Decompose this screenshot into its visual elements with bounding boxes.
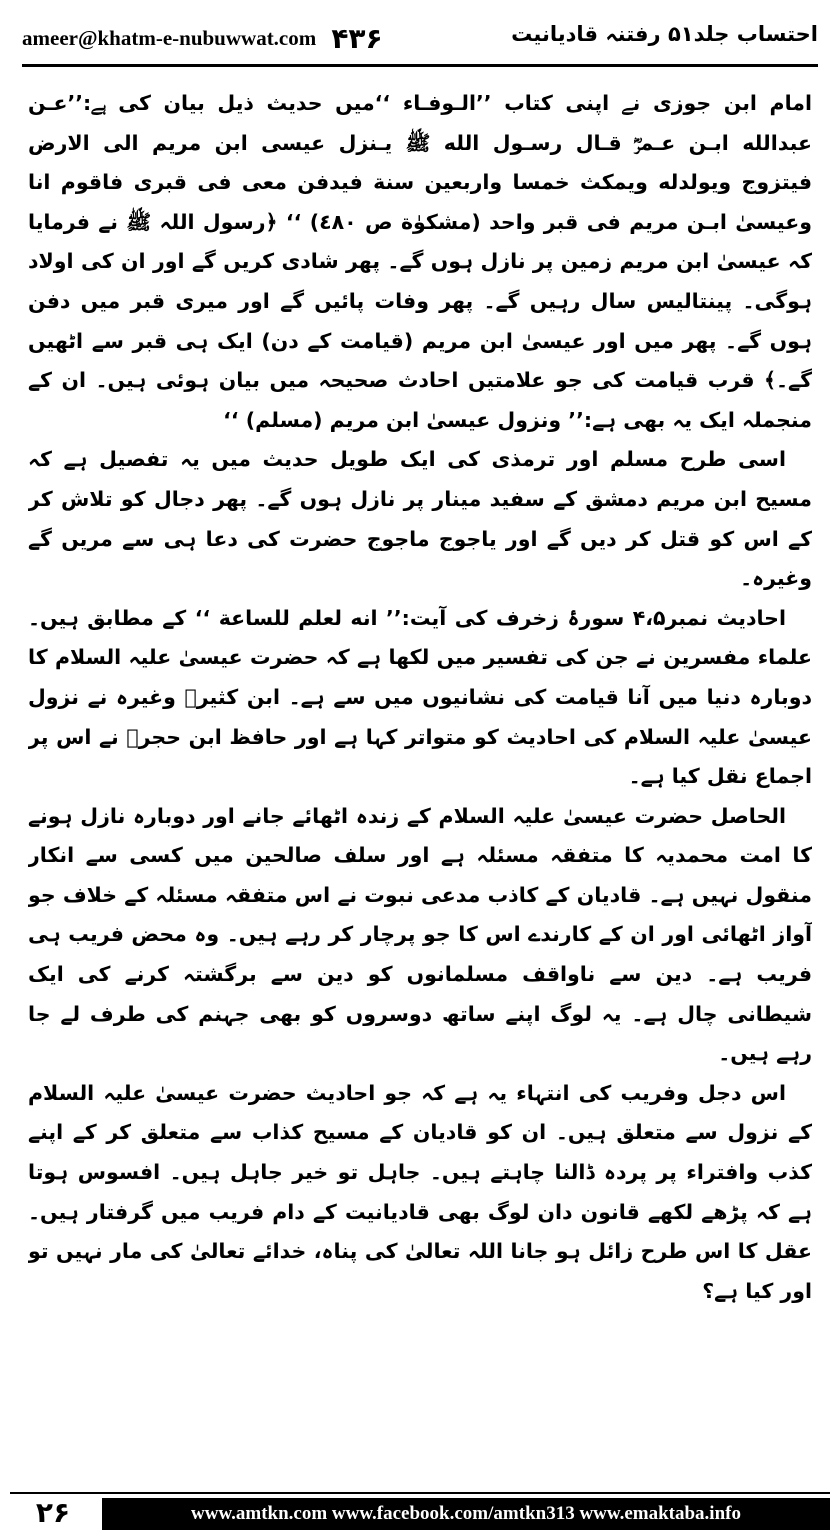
paragraph-1: امام ابن جوزی نے اپنی کتاب ’’الـوفـاء ‘‘میں حدیث ذیل بیان کی ہے:’’عـن عبدالله ابـن عـمرؓ قـال رسـول الله ﷺ يـنزل عيسى ابن مريم الى الارض فيتزوج ويولدله ويمكث خمسا واربعين سنة فيدفن معى فى قبرى فاقوم انا وعيسىٰ ابـن مريم فى قبر واحد (مشكوٰة ص ٤٨٠) ‘‘ ﴿رسول اللہ ﷺ نے فرمایا کہ عیسیٰ ابن مریم زمین پر نازل ہوں گے۔ پھر شادی کریں گے اور ان کی اولاد ہوگی۔ پینتالیس سال رہیں گے۔ پھر وفات پائیں گے اور میری قبر میں دفن ہوں گے۔ پھر میں اور عیسیٰ ابن مریم (قیامت کے دن) ایک ہی قبر سے اٹھیں گے۔﴾ قرب قیامت کی جو علامتیں احادث صحیحہ میں بیان ہوئی ہیں۔ ان کے منجملہ ایک یہ بھی ہے:’’ ونزول عيسىٰ ابن مريم (مسلم) ‘‘ [28,91,812,432]
footer-page-number: ۲۶ [10,1494,96,1532]
page-footer [10,1492,830,1532]
header-email[interactable]: ameer@khatm-e-nubuwwat.com [22,26,317,50]
paragraph-2: اسی طرح مسلم اور ترمذی کی ایک طویل حدیث میں یہ تفصیل ہے کہ مسیح ابن مریم دمشق کے سفید مینار پر نازل ہوں گے۔ پھر دجال کو تلاش کر کے اس کو قتل کر دیں گے اور یاجوج ماجوج حضرت کی دعا ہی سے مریں گے وغیرہ۔ [28,447,812,591]
header-divider [22,64,818,67]
footer-divider [10,1492,830,1494]
page-header [22,16,818,60]
header-page-number: ۴۳۶ [331,22,383,55]
footer-links[interactable]: www.amtkn.com www.facebook.com/amtkn313 www.emaktaba.info [102,1498,830,1530]
paragraph-4: الحاصل حضرت عیسیٰ علیہ السلام کے زندہ اٹھائے جانے اور دوبارہ نازل ہونے کا امت محمدیہ کا متفقہ مسئلہ ہے اور سلف صالحین میں کسی سے انکار منقول نہیں ہے۔ قادیان کے کاذب مدعی نبوت نے اس متفقہ مسئلہ کے خلاف جو آواز اٹھائی اور ان کے کارندے اس کا جو پرچار کر رہے ہیں۔ وہ محض فریب ہی فریب ہے۔ دین سے ناواقف مسلمانوں کو دین سے برگشتہ کرنے کی ایک شیطانی چال ہے۔ یہ لوگ اپنے ساتھ دوسروں کو بھی جہنم کی طرف لے جا رہے ہیں۔ [28,803,812,1066]
header-left [22,22,383,55]
paragraph-5: اس دجل وفریب کی انتہاء یہ ہے کہ جو احادیث حضرت عیسیٰ علیہ السلام کے نزول سے متعلق ہیں۔ ان کو قادیان کے مسیح کذاب سے متعلق کر کے اپنے کذب وافتراء پر پردہ ڈالنا چاہتے ہیں۔ جاہل تو خیر جاہل ہیں۔ افسوس ہوتا ہے کہ پڑھے لکھے قانون دان لوگ بھی قادیانیت کے دام فریب میں گرفتار ہیں۔ عقل کا اس طرح زائل ہو جانا اللہ تعالیٰ کی پناہ، خدائے تعالیٰ کی مار نہیں تو اور کیا ہے؟ [28,1080,812,1303]
paragraph-3: احادیث نمبر۴،۵ سورۂ زخرف کی آیت:’’ انه لعلم للساعة ‘‘ کے مطابق ہیں۔ علماء مفسرین نے جن کی تفسیر میں لکھا ہے کہ حضرت عیسیٰ علیہ السلام کا دوبارہ دنیا میں آنا قیامت کی نشانیوں میں سے ہے۔ ابن کثیرؒ وغیرہ نے نزول عیسیٰ علیہ السلام کی احادیث کو متواتر کہا ہے اور حافظ ابن حجرؒ نے اس پر اجماع نقل کیا ہے۔ [28,605,812,789]
page-body [28,84,812,1474]
header-book-title: احتساب جلد۵۱ رفتنہ قادیانیت [511,22,818,46]
